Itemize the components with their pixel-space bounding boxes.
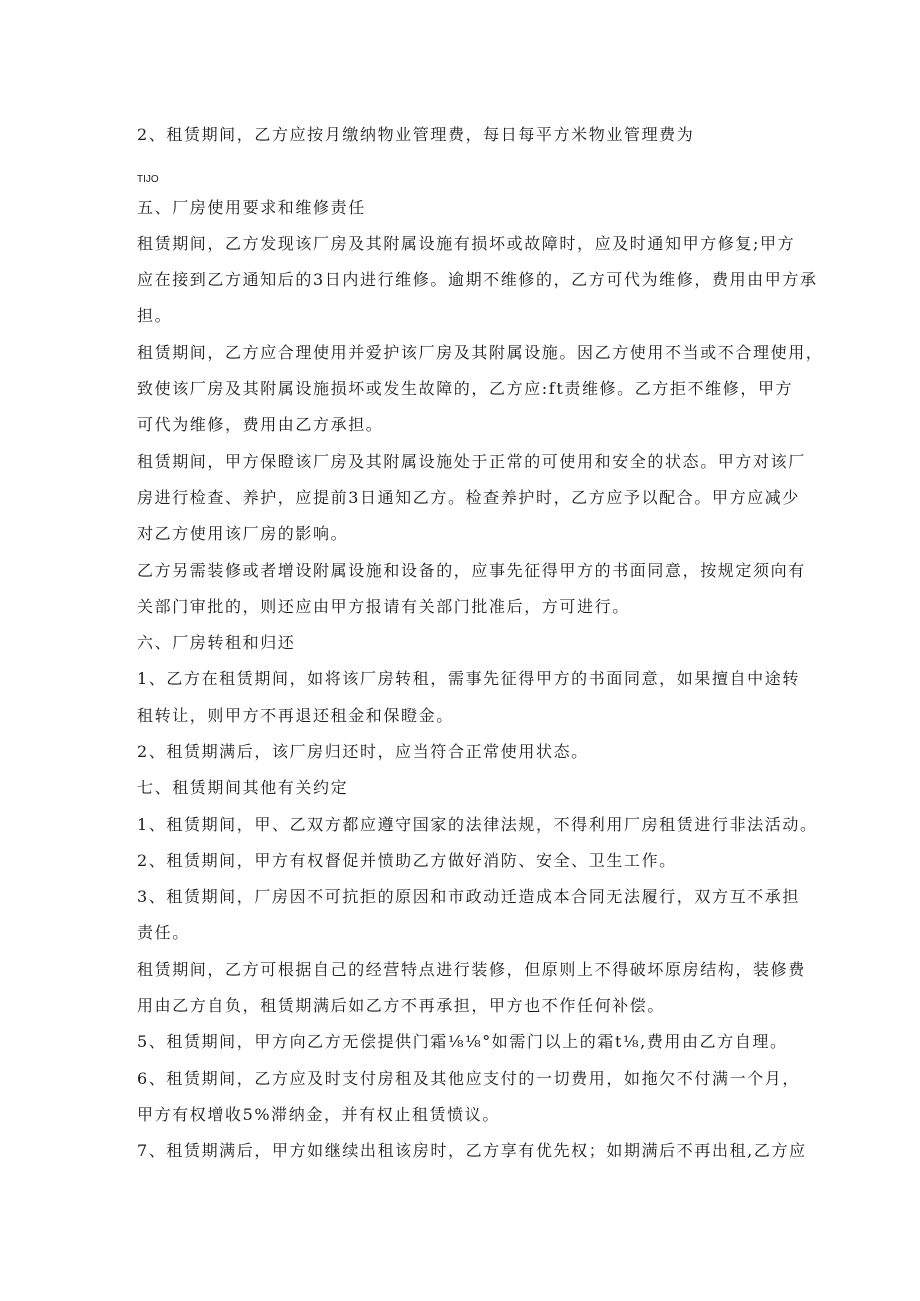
section-heading: 六、厂房转租和归还 bbox=[137, 633, 296, 652]
paragraph-line: 责任。 bbox=[137, 923, 190, 942]
paragraph-line: 租赁期间，甲方保瞪该厂房及其附属设施处于正常的可使用和安全的状态。甲方对该厂 bbox=[137, 452, 806, 471]
paragraph-line: 可代为维修，费用由乙方承担。 bbox=[137, 415, 384, 434]
paragraph-line: 应在接到乙方通知后的3日内进行维修。逾期不维修的，乙方可代为维修，费用由甲方承 bbox=[137, 270, 818, 289]
paragraph-line: 租赁期间，乙方发现该厂房及其附属设施有损坏或故障时，应及时通知甲方修复;甲方 bbox=[137, 234, 796, 253]
section-heading: 五、厂房使用要求和维修责任 bbox=[137, 198, 366, 217]
paragraph-line: 2、租赁期满后，该厂房归还时，应当符合正常使用状态。 bbox=[137, 742, 589, 761]
paragraph-line: 3、租赁期间，厂房因不可抗拒的原因和市政动迁造成本合同无法履行，双方互不承担 bbox=[137, 887, 800, 906]
paragraph-line: 租转让，则甲方不再退还租金和保瞪金。 bbox=[137, 706, 454, 725]
paragraph-line: 致使该厂房及其附属设施损坏或发生故障的，乙方应:ft责维修。乙方拒不维修，甲方 bbox=[137, 379, 794, 398]
paragraph-line: 1、乙方在租赁期间，如将该厂房转租，需事先征得甲方的书面同意，如果擅自中途转 bbox=[137, 669, 800, 688]
paragraph-line: 1、租赁期间，甲、乙双方都应遵守国家的法律法规，不得利用厂房租赁进行非法活动。 bbox=[137, 815, 818, 834]
paragraph-line: 2、租赁期间，乙方应按月缴纳物业管理费，每日每平方米物业管理费为 bbox=[137, 125, 695, 144]
paragraph-line: 租赁期间，乙方应合理使用并爱护该厂房及其附属设施。因乙方使用不当或不合理使用， bbox=[137, 343, 824, 362]
paragraph-line: 对乙方使用该厂房的影响。 bbox=[137, 524, 349, 543]
paragraph-line: 2、租赁期间，甲方有权督促并愤助乙方做好消防、安全、卫生工作。 bbox=[137, 851, 677, 870]
paragraph-line: 关部门审批的，则还应由甲方报请有关部门批准后，方可进行。 bbox=[137, 597, 630, 616]
paragraph-line: 租赁期间，乙方可根据自己的经营特点进行装修，但原则上不得破坏原房结构，装修费 bbox=[137, 960, 806, 979]
paragraph-line: 用由乙方自负，租赁期满后如乙方不再承担，甲方也不作任何补偿。 bbox=[137, 996, 666, 1015]
paragraph-line: 乙方另需装修或者增设附属设施和设备的，应事先征得甲方的书面同意，按规定须向有 bbox=[137, 561, 806, 580]
paragraph-line: 甲方有权增收5%滞纳金，并有权止租赁愤议。 bbox=[137, 1105, 500, 1124]
paragraph-line: 担。 bbox=[137, 306, 173, 325]
paragraph-line: 房进行检查、养护，应提前3日通知乙方。检查养护时，乙方应予以配合。甲方应减少 bbox=[137, 488, 800, 507]
paragraph-line: 5、租赁期间，甲方向乙方无偿提供门霜⅛⅛°如需门以上的霜t⅛,费用由乙方自理。 bbox=[137, 1032, 788, 1051]
paragraph-line: TIJO bbox=[137, 174, 159, 185]
paragraph-line: 6、租赁期间，乙方应及时支付房租及其他应支付的一切费用，如拖欠不付满一个月， bbox=[137, 1069, 800, 1088]
paragraph-line: 7、租赁期满后，甲方如继续出租该房时，乙方享有优先权；如期满后不再出租,乙方应 bbox=[137, 1141, 807, 1160]
section-heading: 七、租赁期间其他有关约定 bbox=[137, 778, 349, 797]
